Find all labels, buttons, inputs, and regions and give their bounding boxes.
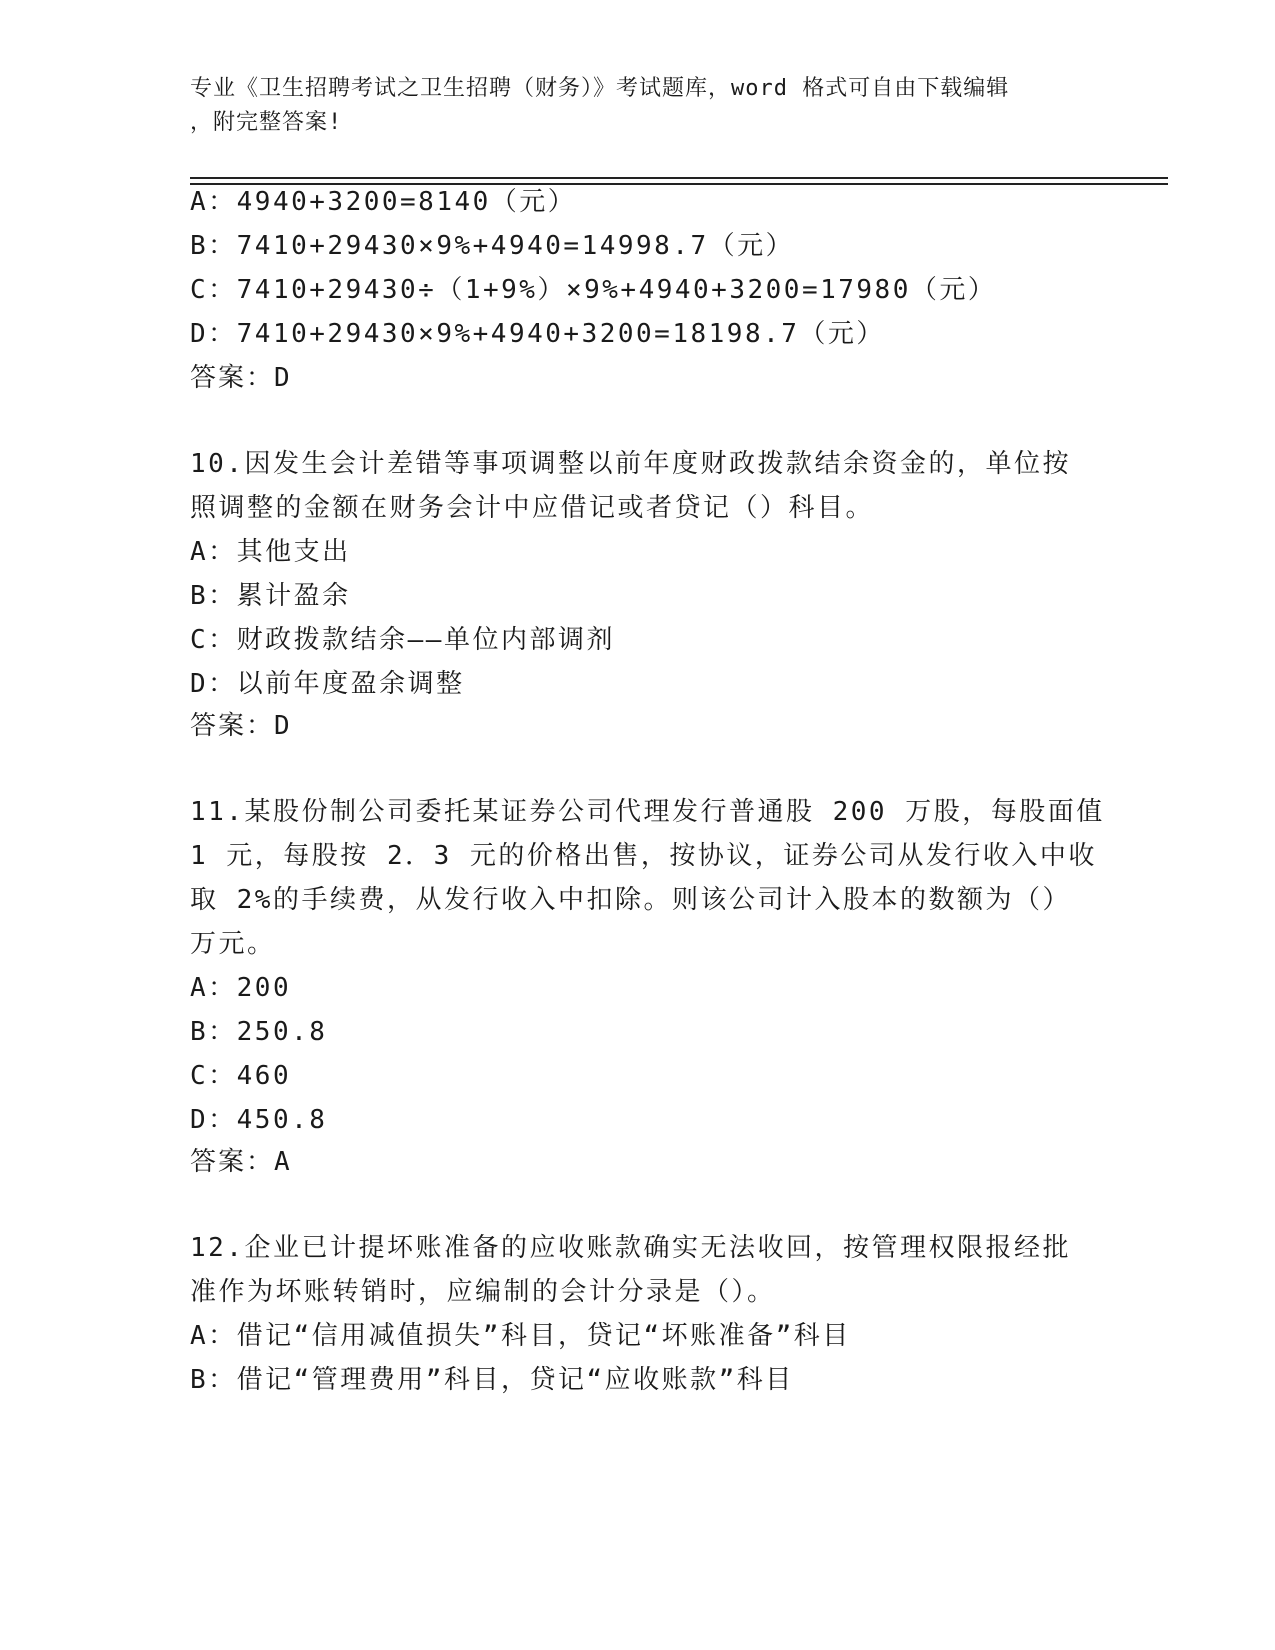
q9-option-b: B：7410+29430×9%+4940=14998.7（元）	[190, 231, 795, 261]
q9-answer	[190, 360, 292, 396]
q11-option-d: D：450.8	[190, 1105, 328, 1135]
q11-option-b: B：250.8	[190, 1017, 328, 1047]
q11-stem-line-4: 万元。	[190, 929, 276, 959]
q11-stem-line-2: 1 元，每股按 2．3 元的价格出售，按协议，证券公司从发行收入中收	[190, 841, 1097, 871]
q12-stem-line-2: 准作为坏账转销时，应编制的会计分录是（）。	[190, 1277, 776, 1307]
q9-answer-value: D	[274, 363, 292, 393]
q10-option-c: C：财政拨款结余——单位内部调剂	[190, 625, 615, 655]
header-line-2: ，附完整答案!	[190, 110, 343, 135]
q9-option-a: A：4940+3200=8140（元）	[190, 187, 577, 217]
q11-stem-line-1: 11.某股份制公司委托某证券公司代理发行普通股 200 万股，每股面值	[190, 797, 1105, 827]
q10-option-d: D：以前年度盈余调整	[190, 669, 465, 699]
q10-answer-label: 答案：	[190, 711, 275, 741]
q12-stem-line-1: 12.企业已计提坏账准备的应收账款确实无法收回，按管理权限报经批	[190, 1233, 1071, 1263]
q11-option-a: A：200	[190, 973, 292, 1003]
q11-answer-value: A	[274, 1147, 292, 1177]
q10-answer	[190, 708, 292, 744]
q10-answer-value: D	[274, 711, 292, 741]
header-line-1: 专业《卫生招聘考试之卫生招聘（财务）》考试题库，word 格式可自由下载编辑	[190, 76, 1010, 101]
q10-stem-line-1: 10.因发生会计差错等事项调整以前年度财政拨款结余资金的，单位按	[190, 449, 1071, 479]
q11-answer-label: 答案：	[190, 1147, 275, 1177]
q9-option-c: C：7410+29430÷（1+9%）×9%+4940+3200=17980（元）	[190, 275, 997, 305]
q10-stem-line-2: 照调整的金额在财务会计中应借记或者贷记（）科目。	[190, 493, 875, 523]
header-divider-top	[190, 177, 1168, 179]
q12-option-b: B：借记“管理费用”科目，贷记“应收账款”科目	[190, 1365, 794, 1395]
q10-option-a: A：其他支出	[190, 537, 351, 567]
q11-option-c: C：460	[190, 1061, 292, 1091]
document-header	[190, 72, 1080, 140]
q11-stem-line-3: 取 2%的手续费，从发行收入中扣除。则该公司计入股本的数额为（）	[190, 885, 1071, 915]
q11-answer	[190, 1144, 292, 1180]
q10-option-b: B：累计盈余	[190, 581, 351, 611]
q9-answer-label: 答案：	[190, 363, 275, 393]
q9-option-d: D：7410+29430×9%+4940+3200=18198.7（元）	[190, 319, 885, 349]
q12-option-a: A：借记“信用减值损失”科目，贷记“坏账准备”科目	[190, 1321, 851, 1351]
